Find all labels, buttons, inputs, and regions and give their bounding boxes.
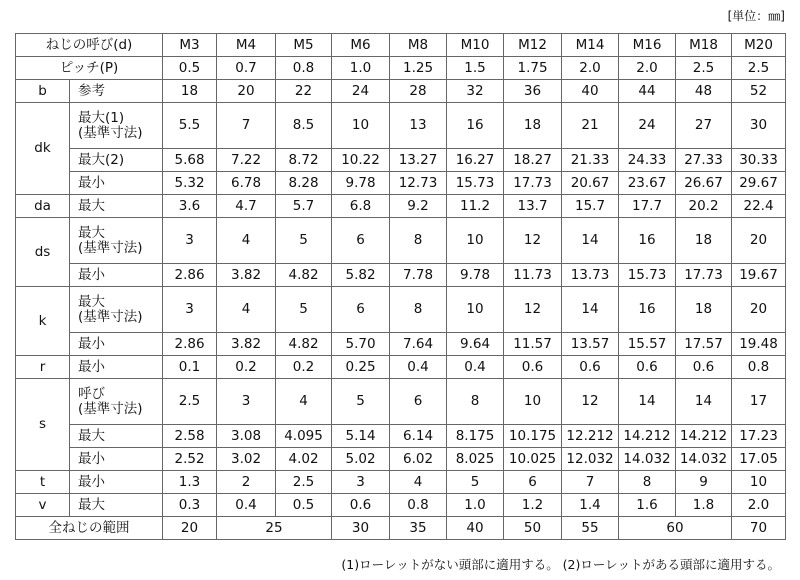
value-cell: 5.02 — [332, 448, 390, 471]
label-line: (基準寸法) — [78, 239, 143, 256]
value-cell: 48 — [676, 80, 732, 103]
value-cell: 1.0 — [447, 494, 504, 517]
value-cell: 24 — [619, 103, 676, 149]
value-cell: 20 — [217, 80, 276, 103]
value-cell: 17.73 — [504, 172, 562, 195]
value-cell: 5 — [276, 287, 332, 333]
value-cell: 5 — [332, 379, 390, 425]
row-label — [70, 379, 163, 425]
value-cell: 2.58 — [163, 425, 217, 448]
value-cell: 0.5 — [276, 494, 332, 517]
value-cell: 11.57 — [504, 333, 562, 356]
value-cell: 28 — [390, 80, 447, 103]
value-cell: 5.70 — [332, 333, 390, 356]
value-cell: 40 — [562, 80, 619, 103]
value-cell: 29.67 — [732, 172, 786, 195]
value-cell: 18 — [676, 218, 732, 264]
value-cell: 6 — [390, 379, 447, 425]
value-cell: 2.5 — [732, 57, 786, 80]
value-cell: 55 — [562, 517, 619, 540]
table-row — [16, 494, 786, 517]
table-row — [16, 264, 786, 287]
value-cell: 17.57 — [676, 333, 732, 356]
row-label — [70, 218, 163, 264]
table-row — [16, 80, 786, 103]
value-cell: 18 — [504, 103, 562, 149]
value-cell: 44 — [619, 80, 676, 103]
row-label: 参考 — [70, 80, 163, 103]
table-row — [16, 57, 786, 80]
value-cell: 0.2 — [276, 356, 332, 379]
value-cell: 1.0 — [332, 57, 390, 80]
value-cell: 9.64 — [447, 333, 504, 356]
label-line: (基準寸法) — [78, 124, 143, 141]
size-header: M18 — [676, 34, 732, 57]
value-cell: 4.095 — [276, 425, 332, 448]
table-row — [16, 34, 786, 57]
value-cell: 0.8 — [390, 494, 447, 517]
value-cell: 4.02 — [276, 448, 332, 471]
value-cell: 8 — [390, 287, 447, 333]
value-cell: 3.08 — [217, 425, 276, 448]
value-cell: 10.175 — [504, 425, 562, 448]
value-cell: 5 — [447, 471, 504, 494]
value-cell: 10.025 — [504, 448, 562, 471]
value-cell: 14.212 — [619, 425, 676, 448]
dimension-symbol: k — [16, 287, 70, 356]
value-cell: 14 — [562, 287, 619, 333]
value-cell: 3.82 — [217, 333, 276, 356]
value-cell: 5.5 — [163, 103, 217, 149]
table-row — [16, 448, 786, 471]
value-cell: 2.5 — [163, 379, 217, 425]
value-cell: 19.48 — [732, 333, 786, 356]
value-cell: 5.68 — [163, 149, 217, 172]
value-cell: 10 — [447, 218, 504, 264]
value-cell: 16 — [619, 218, 676, 264]
value-cell: 3 — [163, 287, 217, 333]
value-cell: 4 — [217, 218, 276, 264]
value-cell: 3 — [217, 379, 276, 425]
value-cell: 4.82 — [276, 264, 332, 287]
value-cell: 9.78 — [447, 264, 504, 287]
value-cell: 8.025 — [447, 448, 504, 471]
table-row — [16, 287, 786, 333]
value-cell: 22 — [276, 80, 332, 103]
value-cell: 3 — [163, 218, 217, 264]
value-cell: 27.33 — [676, 149, 732, 172]
value-cell: 15.57 — [619, 333, 676, 356]
value-cell: 70 — [732, 517, 786, 540]
value-cell: 18.27 — [504, 149, 562, 172]
row-label: 最小 — [70, 448, 163, 471]
value-cell: 8.5 — [276, 103, 332, 149]
value-cell: 0.6 — [504, 356, 562, 379]
value-cell: 4 — [390, 471, 447, 494]
value-cell: 1.6 — [619, 494, 676, 517]
value-cell: 6 — [332, 287, 390, 333]
value-cell: 32 — [447, 80, 504, 103]
value-cell: 3.6 — [163, 195, 217, 218]
row-label: 最大 — [70, 494, 163, 517]
value-cell: 50 — [504, 517, 562, 540]
row-label: 最小 — [70, 356, 163, 379]
size-header: M12 — [504, 34, 562, 57]
dimension-symbol: b — [16, 80, 70, 103]
value-cell: 40 — [447, 517, 504, 540]
value-cell: 8.175 — [447, 425, 504, 448]
dimension-symbol: dk — [16, 103, 70, 195]
size-header: M16 — [619, 34, 676, 57]
table-row — [16, 333, 786, 356]
value-cell: 20.2 — [676, 195, 732, 218]
value-cell: 10.22 — [332, 149, 390, 172]
value-cell: 10 — [504, 379, 562, 425]
size-header: M8 — [390, 34, 447, 57]
size-header: M6 — [332, 34, 390, 57]
value-cell: 12 — [504, 218, 562, 264]
value-cell: 0.6 — [332, 494, 390, 517]
value-cell: 1.2 — [504, 494, 562, 517]
value-cell: 15.73 — [447, 172, 504, 195]
value-cell: 13.7 — [504, 195, 562, 218]
table-row — [16, 471, 786, 494]
value-cell: 11.2 — [447, 195, 504, 218]
row-label: 最大 — [70, 425, 163, 448]
value-cell: 22.4 — [732, 195, 786, 218]
value-cell: 52 — [732, 80, 786, 103]
label-line: 最大(1) — [78, 109, 125, 126]
screw-dimension-table — [15, 33, 786, 540]
value-cell: 14.212 — [676, 425, 732, 448]
label-line: 呼び — [78, 385, 105, 402]
value-cell: 0.1 — [163, 356, 217, 379]
value-cell: 21.33 — [562, 149, 619, 172]
row-label — [70, 103, 163, 149]
value-cell: 30 — [732, 103, 786, 149]
value-cell: 5 — [276, 218, 332, 264]
value-cell: 27 — [676, 103, 732, 149]
value-cell: 5.32 — [163, 172, 217, 195]
value-cell: 36 — [504, 80, 562, 103]
value-cell: 12 — [504, 287, 562, 333]
value-cell: 17.05 — [732, 448, 786, 471]
value-cell: 6.02 — [390, 448, 447, 471]
value-cell: 1.4 — [562, 494, 619, 517]
dimension-symbol: ds — [16, 218, 70, 287]
row-label — [70, 287, 163, 333]
value-cell: 15.73 — [619, 264, 676, 287]
full-thread-label: 全ねじの範囲 — [16, 517, 163, 540]
value-cell: 20 — [732, 287, 786, 333]
footnote: (1)ローレットがない頭部に適用する。 (2)ローレットがある頭部に適用する。 — [341, 557, 780, 572]
value-cell: 18 — [163, 80, 217, 103]
value-cell: 17.73 — [676, 264, 732, 287]
value-cell: 0.8 — [732, 356, 786, 379]
value-cell: 0.2 — [217, 356, 276, 379]
value-cell: 30 — [332, 517, 390, 540]
value-cell: 0.8 — [276, 57, 332, 80]
value-cell: 6.14 — [390, 425, 447, 448]
table-row — [16, 172, 786, 195]
value-cell: 6 — [504, 471, 562, 494]
value-cell: 20.67 — [562, 172, 619, 195]
value-cell: 23.67 — [619, 172, 676, 195]
value-cell: 6.78 — [217, 172, 276, 195]
dimension-symbol: da — [16, 195, 70, 218]
value-cell: 16 — [619, 287, 676, 333]
value-cell: 1.8 — [676, 494, 732, 517]
value-cell: 1.25 — [390, 57, 447, 80]
value-cell: 2.52 — [163, 448, 217, 471]
value-cell: 35 — [390, 517, 447, 540]
value-cell: 0.3 — [163, 494, 217, 517]
value-cell: 0.4 — [447, 356, 504, 379]
value-cell: 14 — [619, 379, 676, 425]
table-row — [16, 218, 786, 264]
value-cell: 0.7 — [217, 57, 276, 80]
value-cell: 2.0 — [562, 57, 619, 80]
value-cell: 8.28 — [276, 172, 332, 195]
table-row — [16, 103, 786, 149]
table-row — [16, 425, 786, 448]
dimension-symbol: r — [16, 356, 70, 379]
value-cell: 12.212 — [562, 425, 619, 448]
value-cell: 24.33 — [619, 149, 676, 172]
value-cell: 14.032 — [619, 448, 676, 471]
row-label: 最大 — [70, 195, 163, 218]
value-cell: 3.02 — [217, 448, 276, 471]
size-header: M20 — [732, 34, 786, 57]
value-cell: 20 — [163, 517, 217, 540]
value-cell: 8.72 — [276, 149, 332, 172]
value-cell: 6 — [332, 218, 390, 264]
size-header: M3 — [163, 34, 217, 57]
value-cell: 0.6 — [619, 356, 676, 379]
value-cell: 25 — [217, 517, 332, 540]
value-cell: 60 — [619, 517, 732, 540]
size-header: M5 — [276, 34, 332, 57]
value-cell: 19.67 — [732, 264, 786, 287]
table-row — [16, 195, 786, 218]
value-cell: 2.86 — [163, 264, 217, 287]
row-label: 最小 — [70, 471, 163, 494]
value-cell: 10 — [447, 287, 504, 333]
value-cell: 4.82 — [276, 333, 332, 356]
value-cell: 4.7 — [217, 195, 276, 218]
value-cell: 10 — [732, 471, 786, 494]
value-cell: 13.57 — [562, 333, 619, 356]
size-header: M10 — [447, 34, 504, 57]
value-cell: 7.22 — [217, 149, 276, 172]
value-cell: 11.73 — [504, 264, 562, 287]
value-cell: 8 — [619, 471, 676, 494]
value-cell: 24 — [332, 80, 390, 103]
value-cell: 7 — [217, 103, 276, 149]
table-row — [16, 356, 786, 379]
row-label: 最小 — [70, 264, 163, 287]
value-cell: 2.86 — [163, 333, 217, 356]
value-cell: 2.5 — [276, 471, 332, 494]
value-cell: 21 — [562, 103, 619, 149]
value-cell: 8 — [390, 218, 447, 264]
value-cell: 4 — [217, 287, 276, 333]
value-cell: 17 — [732, 379, 786, 425]
value-cell: 17.7 — [619, 195, 676, 218]
dimension-symbol: t — [16, 471, 70, 494]
value-cell: 15.7 — [562, 195, 619, 218]
dimension-symbol: v — [16, 494, 70, 517]
value-cell: 0.4 — [217, 494, 276, 517]
label-line: 最大 — [78, 224, 105, 241]
unit-label: [単位：㎜] — [727, 9, 785, 23]
value-cell: 14 — [562, 218, 619, 264]
value-cell: 13 — [390, 103, 447, 149]
size-header: M4 — [217, 34, 276, 57]
label-line: 最大 — [78, 293, 105, 310]
value-cell: 0.25 — [332, 356, 390, 379]
value-cell: 7.64 — [390, 333, 447, 356]
value-cell: 3.82 — [217, 264, 276, 287]
label-line: (基準寸法) — [78, 308, 143, 325]
value-cell: 20 — [732, 218, 786, 264]
value-cell: 2.5 — [676, 57, 732, 80]
label-line: (基準寸法) — [78, 400, 143, 417]
value-cell: 0.5 — [163, 57, 217, 80]
value-cell: 13.73 — [562, 264, 619, 287]
value-cell: 2 — [217, 471, 276, 494]
value-cell: 30.33 — [732, 149, 786, 172]
value-cell: 17.23 — [732, 425, 786, 448]
value-cell: 0.6 — [676, 356, 732, 379]
pitch-label: ピッチ(P) — [16, 57, 163, 80]
value-cell: 7 — [562, 471, 619, 494]
value-cell: 9 — [676, 471, 732, 494]
value-cell: 16 — [447, 103, 504, 149]
value-cell: 12 — [562, 379, 619, 425]
value-cell: 0.6 — [562, 356, 619, 379]
value-cell: 1.75 — [504, 57, 562, 80]
table-row — [16, 379, 786, 425]
value-cell: 1.3 — [163, 471, 217, 494]
value-cell: 12.73 — [390, 172, 447, 195]
value-cell: 4 — [276, 379, 332, 425]
value-cell: 2.0 — [619, 57, 676, 80]
value-cell: 3 — [332, 471, 390, 494]
value-cell: 14.032 — [676, 448, 732, 471]
value-cell: 5.82 — [332, 264, 390, 287]
value-cell: 13.27 — [390, 149, 447, 172]
value-cell: 16.27 — [447, 149, 504, 172]
value-cell: 2.0 — [732, 494, 786, 517]
row-label: 最小 — [70, 333, 163, 356]
value-cell: 10 — [332, 103, 390, 149]
value-cell: 9.78 — [332, 172, 390, 195]
value-cell: 8 — [447, 379, 504, 425]
row-label: 最小 — [70, 172, 163, 195]
value-cell: 5.7 — [276, 195, 332, 218]
value-cell: 9.2 — [390, 195, 447, 218]
value-cell: 6.8 — [332, 195, 390, 218]
value-cell: 0.4 — [390, 356, 447, 379]
size-header: M14 — [562, 34, 619, 57]
value-cell: 26.67 — [676, 172, 732, 195]
header-label: ねじの呼び(d) — [16, 34, 163, 57]
value-cell: 18 — [676, 287, 732, 333]
value-cell: 5.14 — [332, 425, 390, 448]
value-cell: 12.032 — [562, 448, 619, 471]
row-label: 最大(2) — [70, 149, 163, 172]
value-cell: 7.78 — [390, 264, 447, 287]
dimension-symbol: s — [16, 379, 70, 471]
value-cell: 1.5 — [447, 57, 504, 80]
value-cell: 14 — [676, 379, 732, 425]
table-row — [16, 149, 786, 172]
table-row — [16, 517, 786, 540]
